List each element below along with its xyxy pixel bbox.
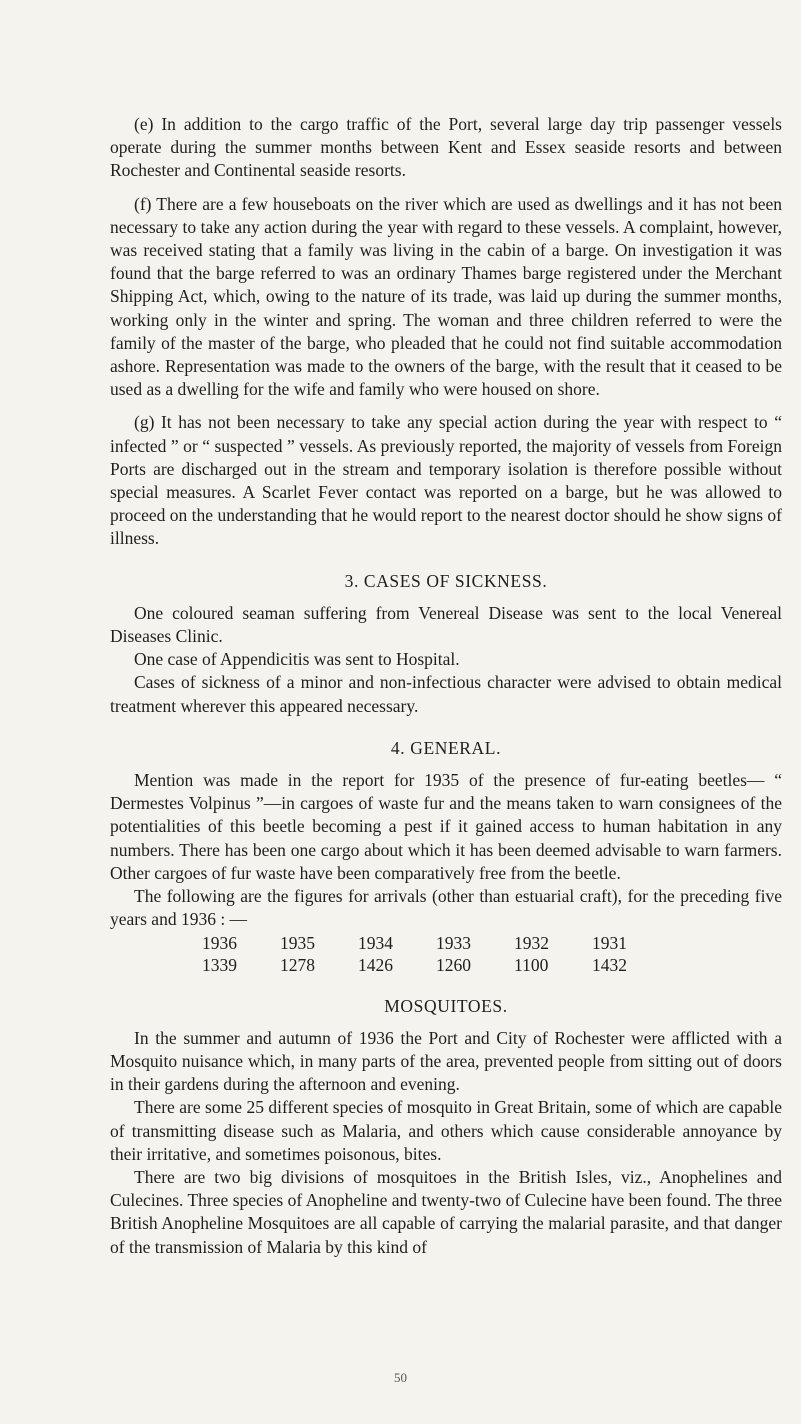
page-body <box>110 113 782 1259</box>
arrivals-cell: 1426 <box>358 954 393 975</box>
page-number: 50 <box>394 1370 407 1385</box>
arrivals-years-row <box>202 932 670 954</box>
general-paragraph-beetles: Mention was made in the report for 1935 of the presence of fur-eating beetles— “ Dermestes Volpinus ”—in cargoes of waste fur and the means taken to warn consignees of the potentialities of this beetle becoming a pest if it gained access to human habitation in any numbers. There has been one cargo about which it has been deemed advisable to warn farmers. Other cargoes of fur waste have been comparatively free from the beetle. <box>110 770 782 883</box>
heading-mosquitoes: MOSQUITOES. <box>384 995 508 1016</box>
sickness-paragraph-venereal: One coloured seaman suffering from Venereal Disease was sent to the local Venereal Diseases Clinic. <box>110 602 782 647</box>
general-paragraph-figures-intro: The following are the figures for arrivals (other than estuarial craft), for the preceding five years and 1936 : — <box>110 886 782 930</box>
heading-general: 4. GENERAL. <box>390 737 502 758</box>
year-cell: 1936 <box>202 932 237 953</box>
mosquitoes-paragraph-species: There are some 25 different species of mosquito in Great Britain, some of which are capable of transmitting disease such as Malaria, and others which cause considerable annoyance by their irritative, and sometimes poisonous, bites. <box>110 1097 782 1164</box>
arrivals-table <box>202 932 670 976</box>
arrivals-cell: 1432 <box>592 954 627 975</box>
mosquitoes-paragraph-divisions: There are two big divisions of mosquitoes in the British Isles, viz., Anophelines and Culecines. Three species of Anopheline and twenty-two of Culecine have been found. The three British Anopheline Mosquitoes are all capable of carrying the malarial parasite, and that danger of the transmission of Malaria by this kind of <box>110 1166 782 1257</box>
paragraph-g: (g) It has not been necessary to take any special action during the year with respect to “ infected ” or “ suspected ” vessels. As previously reported, the majority of vessels from Foreign Ports are discharged out in the stream and temporary isolation is therefore possible without special measures. A Scarlet Fever contact was reported on a barge, but he was allowed to proceed on the understanding that he would report to the nearest doctor should he show signs of illness. <box>110 412 782 549</box>
year-cell: 1935 <box>280 932 315 953</box>
paragraph-f: (f) There are a few houseboats on the river which are used as dwellings and it has not been necessary to take any action during the year with regard to these vessels. A complaint, however, was received stating that a family was living in the cabin of a barge. On investigation it was found that the barge referred to was an ordinary Thames barge registered under the Merchant Shipping Act, which, owing to the nature of its trade, was laid up during the summer months, working only in the winter and spring. The woman and three children referred to were the family of the master of the barge, who pleaded that he could not find suitable accommodation ashore. Representation was made to the owners of the barge, with the result that it ceased to be used as a dwelling for the wife and family who were housed on shore. <box>110 193 782 400</box>
arrivals-cell: 1100 <box>514 954 549 975</box>
year-cell: 1934 <box>358 932 393 953</box>
year-cell: 1933 <box>436 932 471 953</box>
sickness-paragraph-appendicitis: One case of Appendicitis was sent to Hospital. <box>134 649 460 670</box>
arrivals-cell: 1339 <box>202 954 237 975</box>
arrivals-cell: 1260 <box>436 954 471 975</box>
year-cell: 1931 <box>592 932 627 953</box>
arrivals-cell: 1278 <box>280 954 315 975</box>
heading-cases-of-sickness: 3. CASES OF SICKNESS. <box>344 570 548 591</box>
paragraph-e: (e) In addition to the cargo traffic of the Port, several large day trip passenger vessels operate during the summer months between Kent and Essex seaside resorts and between Rochester and Continental seaside resorts. <box>110 114 782 181</box>
mosquitoes-paragraph-nuisance: In the summer and autumn of 1936 the Port and City of Rochester were afflicted with a Mosquito nuisance which, in many parts of the area, prevented people from sitting out of doors in their gardens during the afternoon and evening. <box>110 1027 782 1095</box>
sickness-paragraph-minor: Cases of sickness of a minor and non-infectious character were advised to obtain medical treatment wherever this appeared necessary. <box>110 672 782 716</box>
arrivals-counts-row <box>202 954 670 976</box>
year-cell: 1932 <box>514 932 549 953</box>
